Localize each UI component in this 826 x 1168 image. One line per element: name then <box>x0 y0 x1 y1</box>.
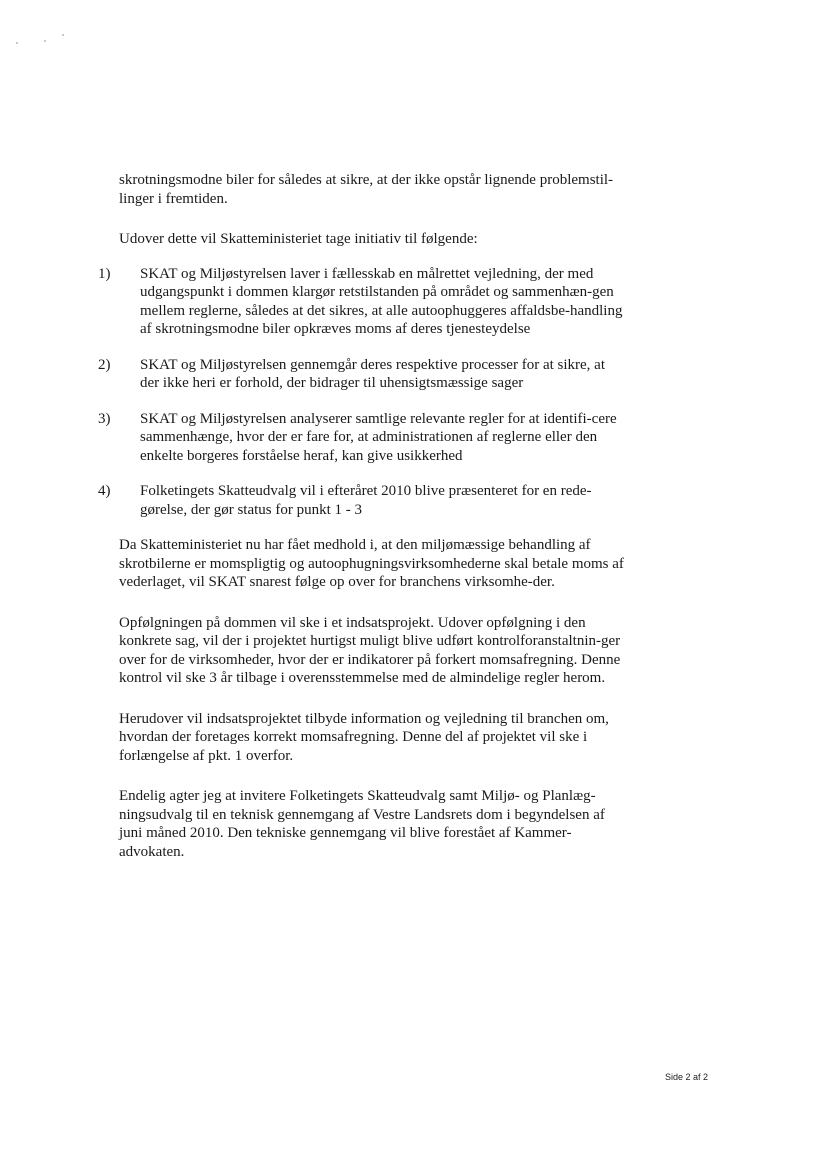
initiatives-list <box>98 265 624 520</box>
page-number: Side 2 af 2 <box>664 1072 708 1082</box>
lead-paragraph: Udover dette vil Skatteministeriet tage initiativ til følgende: <box>119 231 478 247</box>
list-item <box>98 356 624 393</box>
list-item <box>98 482 624 519</box>
list-item-number: 4) <box>98 483 111 499</box>
list-item-number: 2) <box>98 356 111 373</box>
list-item <box>98 410 624 466</box>
list-item-text: SKAT og Miljøstyrelsen gennemgår deres respektive processer for at sikre, at der ikke heri er forhold, der bidrager til uhensigtsmæssige sager <box>140 356 606 391</box>
body-paragraph: Endelig agter jeg at invitere Folketingets Skatteudvalg samt Miljø- og Planlæg-ningsudvalg til en teknisk gennemgang af Vestre Landsrets dom i begyndelsen af juni måned 2010. Den tekniske gennemgang vil blive forestået af Kammer-advokaten. <box>119 788 605 860</box>
scan-specks <box>16 34 76 48</box>
letter-body <box>98 171 624 883</box>
body-paragraph: Herudover vil indsatsprojektet tilbyde information og vejledning til branchen om, hvordan der foretages korrekt momsafregning. Denne del af projektet vil ske i forlængelse af pkt. 1 overfor. <box>119 710 609 764</box>
scan-speck <box>62 34 64 36</box>
list-item-number: 1) <box>98 265 111 282</box>
list-item-text: SKAT og Miljøstyrelsen laver i fællesskab en målrettet vejledning, der med udgangspunkt i dommen klargør retstilstanden på området og sammenhæn-gen mellem reglerne, således at det sikres, at alle autoophuggeres affaldsbe-handling af skrotningsmodne biler opkræves moms af deres tjenesteydelse <box>140 265 623 337</box>
scan-speck <box>16 42 18 44</box>
list-item <box>98 265 624 339</box>
list-item-number: 3) <box>98 410 111 427</box>
list-item-text: SKAT og Miljøstyrelsen analyserer samtlige relevante regler for at identifi-cere sammenhænge, hvor der er fare for, at administrationen af reglerne eller den enkelte borgeres forståelse heraf, kan give usikkerhed <box>140 410 617 464</box>
intro-paragraph: skrotningsmodne biler for således at sikre, at der ikke opstår lignende problemstil-linger i fremtiden. <box>119 172 614 207</box>
body-paragraph: Opfølgningen på dommen vil ske i et indsatsprojekt. Udover opfølgning i den konkrete sag, vil der i projektet hurtigst muligt blive udført kontrolforanstaltnin-ger over for de virksomheder, hvor der er indikatorer på forkert momsafregning. Denne kontrol vil ske 3 år tilbage i overensstemmelse med de almindelige regler herom. <box>119 614 621 686</box>
list-item-text: Folketingets Skatteudvalg vil i efteråret 2010 blive præsenteret for en rede-gørelse, der gør status for punkt 1 - 3 <box>140 483 592 518</box>
body-paragraph: Da Skatteministeriet nu har fået medhold i, at den miljømæssige behandling af skrotbilerne er momspligtig og autoophugningsvirksomhederne skal betale moms af vederlaget, vil SKAT snarest følge op over for branchens virksomhe-der. <box>119 537 624 590</box>
scan-speck <box>44 40 46 42</box>
